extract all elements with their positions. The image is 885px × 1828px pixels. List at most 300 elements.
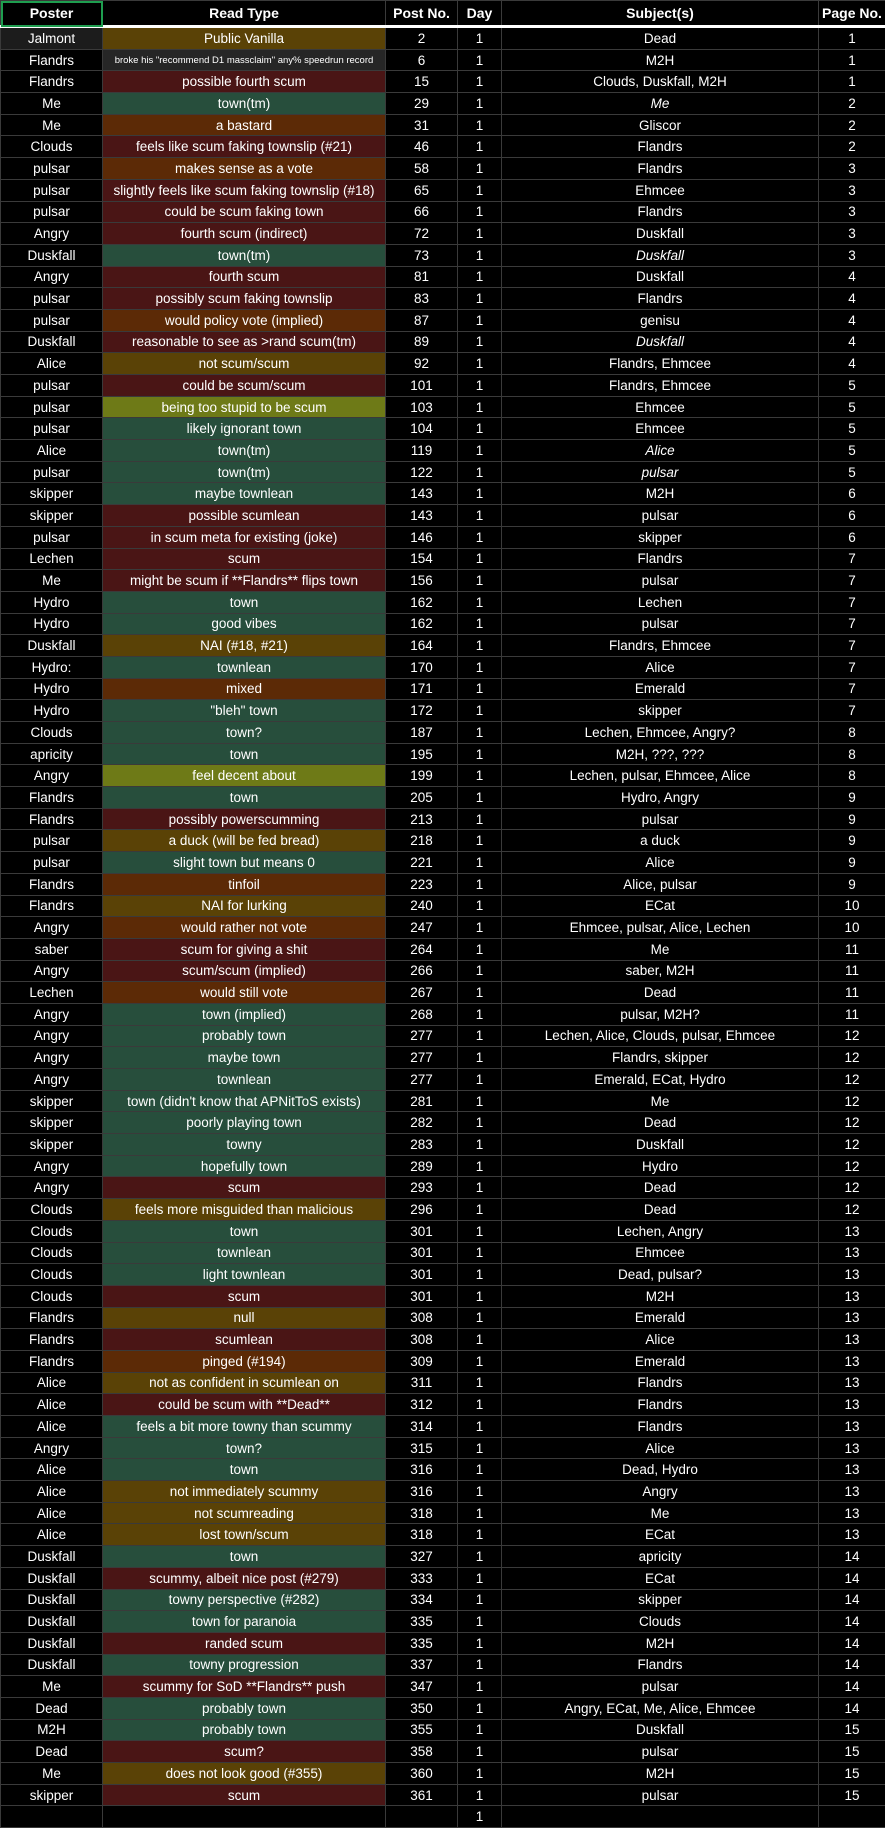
page-no-cell[interactable]: 11: [819, 960, 885, 982]
subjects-cell[interactable]: Emerald: [502, 1307, 819, 1329]
poster-cell[interactable]: Lechen: [1, 982, 103, 1004]
poster-cell[interactable]: Flandrs: [1, 873, 103, 895]
poster-cell[interactable]: Alice: [1, 1502, 103, 1524]
day-cell[interactable]: 1: [458, 1350, 502, 1372]
day-cell[interactable]: 1: [458, 1220, 502, 1242]
subjects-cell[interactable]: Ehmcee: [502, 396, 819, 418]
post-no-cell[interactable]: 119: [386, 440, 458, 462]
post-no-cell[interactable]: 360: [386, 1763, 458, 1785]
read-type-cell[interactable]: scum/scum (implied): [103, 960, 386, 982]
poster-cell[interactable]: pulsar: [1, 418, 103, 440]
poster-cell[interactable]: skipper: [1, 505, 103, 527]
post-no-cell[interactable]: 266: [386, 960, 458, 982]
subjects-cell[interactable]: Lechen, Alice, Clouds, pulsar, Ehmcee: [502, 1025, 819, 1047]
post-no-cell[interactable]: 358: [386, 1741, 458, 1763]
day-cell[interactable]: 1: [458, 1654, 502, 1676]
read-type-cell[interactable]: slight town but means 0: [103, 852, 386, 874]
post-no-cell[interactable]: 318: [386, 1502, 458, 1524]
read-type-cell[interactable]: NAI (#18, #21): [103, 635, 386, 657]
post-no-cell[interactable]: 223: [386, 873, 458, 895]
post-no-cell[interactable]: 337: [386, 1654, 458, 1676]
read-type-cell[interactable]: possibly scum faking townslip: [103, 288, 386, 310]
post-no-cell[interactable]: 311: [386, 1372, 458, 1394]
subjects-cell[interactable]: Flandrs: [502, 136, 819, 158]
subjects-cell[interactable]: Alice, pulsar: [502, 873, 819, 895]
read-type-cell[interactable]: could be scum with **Dead**: [103, 1394, 386, 1416]
page-no-cell[interactable]: 13: [819, 1285, 885, 1307]
read-type-cell[interactable]: not immediately scummy: [103, 1481, 386, 1503]
post-no-cell[interactable]: 213: [386, 808, 458, 830]
day-cell[interactable]: 1: [458, 1242, 502, 1264]
subjects-cell[interactable]: Emerald: [502, 678, 819, 700]
poster-cell[interactable]: Clouds: [1, 722, 103, 744]
subjects-cell[interactable]: pulsar: [502, 1741, 819, 1763]
page-no-cell[interactable]: 3: [819, 158, 885, 180]
subjects-cell[interactable]: M2H: [502, 1285, 819, 1307]
read-type-cell[interactable]: scum: [103, 1285, 386, 1307]
day-cell[interactable]: 1: [458, 787, 502, 809]
subjects-cell[interactable]: Emerald: [502, 1350, 819, 1372]
poster-cell[interactable]: Clouds: [1, 1285, 103, 1307]
subjects-cell[interactable]: pulsar: [502, 505, 819, 527]
subjects-cell[interactable]: Me: [502, 1502, 819, 1524]
page-no-cell[interactable]: 6: [819, 526, 885, 548]
post-no-cell[interactable]: 316: [386, 1459, 458, 1481]
subjects-cell[interactable]: Duskfall: [502, 266, 819, 288]
read-type-cell[interactable]: town: [103, 1459, 386, 1481]
header-poster[interactable]: Poster: [1, 1, 103, 27]
page-no-cell[interactable]: 2: [819, 93, 885, 115]
page-no-cell[interactable]: 13: [819, 1524, 885, 1546]
page-no-cell[interactable]: 13: [819, 1416, 885, 1438]
page-no-cell[interactable]: 12: [819, 1047, 885, 1069]
post-no-cell[interactable]: 355: [386, 1719, 458, 1741]
read-type-cell[interactable]: mixed: [103, 678, 386, 700]
poster-cell[interactable]: skipper: [1, 1112, 103, 1134]
read-type-cell[interactable]: town (implied): [103, 1003, 386, 1025]
poster-cell[interactable]: Me: [1, 1763, 103, 1785]
post-no-cell[interactable]: 199: [386, 765, 458, 787]
poster-cell[interactable]: pulsar: [1, 526, 103, 548]
post-no-cell[interactable]: 301: [386, 1220, 458, 1242]
read-type-cell[interactable]: reasonable to see as >rand scum(tm): [103, 331, 386, 353]
day-cell[interactable]: 1: [458, 656, 502, 678]
page-no-cell[interactable]: 12: [819, 1199, 885, 1221]
read-type-cell[interactable]: townlean: [103, 656, 386, 678]
day-cell[interactable]: 1: [458, 1524, 502, 1546]
post-no-cell[interactable]: 122: [386, 461, 458, 483]
post-no-cell[interactable]: 156: [386, 570, 458, 592]
poster-cell[interactable]: Clouds: [1, 1220, 103, 1242]
read-type-cell[interactable]: fourth scum: [103, 266, 386, 288]
page-no-cell[interactable]: 15: [819, 1784, 885, 1806]
day-cell[interactable]: 1: [458, 1806, 502, 1828]
poster-cell[interactable]: pulsar: [1, 201, 103, 223]
subjects-cell[interactable]: a duck: [502, 830, 819, 852]
subjects-cell[interactable]: Clouds, Duskfall, M2H: [502, 71, 819, 93]
subjects-cell[interactable]: Lechen, pulsar, Ehmcee, Alice: [502, 765, 819, 787]
page-no-cell[interactable]: 2: [819, 136, 885, 158]
subjects-cell[interactable]: M2H, ???, ???: [502, 743, 819, 765]
day-cell[interactable]: 1: [458, 1177, 502, 1199]
post-no-cell[interactable]: 316: [386, 1481, 458, 1503]
poster-cell[interactable]: Duskfall: [1, 244, 103, 266]
poster-cell[interactable]: Alice: [1, 353, 103, 375]
day-cell[interactable]: 1: [458, 1437, 502, 1459]
page-no-cell[interactable]: 12: [819, 1090, 885, 1112]
day-cell[interactable]: 1: [458, 613, 502, 635]
poster-cell[interactable]: Flandrs: [1, 787, 103, 809]
read-type-cell[interactable]: scummy for SoD **Flandrs** push: [103, 1676, 386, 1698]
subjects-cell[interactable]: skipper: [502, 700, 819, 722]
subjects-cell[interactable]: Flandrs: [502, 1654, 819, 1676]
poster-cell[interactable]: Angry: [1, 1025, 103, 1047]
read-type-cell[interactable]: scum?: [103, 1741, 386, 1763]
page-no-cell[interactable]: 15: [819, 1719, 885, 1741]
read-type-cell[interactable]: townlean: [103, 1242, 386, 1264]
day-cell[interactable]: 1: [458, 1546, 502, 1568]
post-no-cell[interactable]: 312: [386, 1394, 458, 1416]
poster-cell[interactable]: Alice: [1, 440, 103, 462]
subjects-cell[interactable]: Gliscor: [502, 114, 819, 136]
day-cell[interactable]: 1: [458, 917, 502, 939]
page-no-cell[interactable]: 3: [819, 223, 885, 245]
poster-cell[interactable]: skipper: [1, 1090, 103, 1112]
day-cell[interactable]: 1: [458, 71, 502, 93]
subjects-cell[interactable]: Flandrs: [502, 1372, 819, 1394]
post-no-cell[interactable]: 81: [386, 266, 458, 288]
post-no-cell[interactable]: 334: [386, 1589, 458, 1611]
day-cell[interactable]: 1: [458, 1589, 502, 1611]
subjects-cell[interactable]: Dead: [502, 982, 819, 1004]
subjects-cell[interactable]: Flandrs: [502, 548, 819, 570]
poster-cell[interactable]: Angry: [1, 266, 103, 288]
poster-cell[interactable]: Me: [1, 114, 103, 136]
page-no-cell[interactable]: 13: [819, 1372, 885, 1394]
day-cell[interactable]: 1: [458, 1763, 502, 1785]
poster-cell[interactable]: Angry: [1, 1155, 103, 1177]
page-no-cell[interactable]: 2: [819, 114, 885, 136]
day-cell[interactable]: 1: [458, 1741, 502, 1763]
page-no-cell[interactable]: 14: [819, 1632, 885, 1654]
post-no-cell[interactable]: 164: [386, 635, 458, 657]
read-type-cell[interactable]: "bleh" town: [103, 700, 386, 722]
post-no-cell[interactable]: 31: [386, 114, 458, 136]
poster-cell[interactable]: Alice: [1, 1372, 103, 1394]
page-no-cell[interactable]: 12: [819, 1069, 885, 1091]
read-type-cell[interactable]: light townlean: [103, 1264, 386, 1286]
read-type-cell[interactable]: might be scum if **Flandrs** flips town: [103, 570, 386, 592]
read-type-cell[interactable]: feels more misguided than malicious: [103, 1199, 386, 1221]
subjects-cell[interactable]: Lechen, Ehmcee, Angry?: [502, 722, 819, 744]
day-cell[interactable]: 1: [458, 743, 502, 765]
subjects-cell[interactable]: saber, M2H: [502, 960, 819, 982]
read-type-cell[interactable]: possible fourth scum: [103, 71, 386, 93]
post-no-cell[interactable]: 267: [386, 982, 458, 1004]
page-no-cell[interactable]: 12: [819, 1155, 885, 1177]
page-no-cell[interactable]: 14: [819, 1654, 885, 1676]
subjects-cell[interactable]: ECat: [502, 1567, 819, 1589]
poster-cell[interactable]: Duskfall: [1, 1632, 103, 1654]
poster-cell[interactable]: Duskfall: [1, 1567, 103, 1589]
page-no-cell[interactable]: 14: [819, 1546, 885, 1568]
read-type-cell[interactable]: hopefully town: [103, 1155, 386, 1177]
poster-cell[interactable]: Angry: [1, 1437, 103, 1459]
read-type-cell[interactable]: does not look good (#355): [103, 1763, 386, 1785]
poster-cell[interactable]: Jalmont: [1, 27, 103, 50]
day-cell[interactable]: 1: [458, 808, 502, 830]
read-type-cell[interactable]: not scumreading: [103, 1502, 386, 1524]
poster-cell[interactable]: Clouds: [1, 136, 103, 158]
poster-cell[interactable]: pulsar: [1, 830, 103, 852]
day-cell[interactable]: 1: [458, 1090, 502, 1112]
page-no-cell[interactable]: 3: [819, 179, 885, 201]
page-no-cell[interactable]: 4: [819, 266, 885, 288]
post-no-cell[interactable]: 333: [386, 1567, 458, 1589]
read-type-cell[interactable]: would policy vote (implied): [103, 309, 386, 331]
subjects-cell[interactable]: Hydro, Angry: [502, 787, 819, 809]
subjects-cell[interactable]: Alice: [502, 1437, 819, 1459]
post-no-cell[interactable]: 146: [386, 526, 458, 548]
poster-cell[interactable]: Angry: [1, 1003, 103, 1025]
read-type-cell[interactable]: Public Vanilla: [103, 27, 386, 50]
read-type-cell[interactable]: good vibes: [103, 613, 386, 635]
poster-cell[interactable]: Alice: [1, 1524, 103, 1546]
page-no-cell[interactable]: 9: [819, 808, 885, 830]
read-type-cell[interactable]: scum for giving a shit: [103, 938, 386, 960]
page-no-cell[interactable]: 8: [819, 743, 885, 765]
subjects-cell[interactable]: Alice: [502, 852, 819, 874]
post-no-cell[interactable]: 264: [386, 938, 458, 960]
post-no-cell[interactable]: 46: [386, 136, 458, 158]
post-no-cell[interactable]: 315: [386, 1437, 458, 1459]
day-cell[interactable]: 1: [458, 1155, 502, 1177]
poster-cell[interactable]: Angry: [1, 765, 103, 787]
subjects-cell[interactable]: skipper: [502, 1589, 819, 1611]
day-cell[interactable]: 1: [458, 1632, 502, 1654]
read-type-cell[interactable]: feel decent about: [103, 765, 386, 787]
day-cell[interactable]: 1: [458, 266, 502, 288]
page-no-cell[interactable]: 13: [819, 1220, 885, 1242]
poster-cell[interactable]: Angry: [1, 1047, 103, 1069]
read-type-cell[interactable]: pinged (#194): [103, 1350, 386, 1372]
post-no-cell[interactable]: 103: [386, 396, 458, 418]
post-no-cell[interactable]: 83: [386, 288, 458, 310]
post-no-cell[interactable]: 335: [386, 1611, 458, 1633]
day-cell[interactable]: 1: [458, 1285, 502, 1307]
post-no-cell[interactable]: 301: [386, 1242, 458, 1264]
subjects-cell[interactable]: Alice: [502, 1329, 819, 1351]
header-post-no[interactable]: Post No.: [386, 1, 458, 27]
post-no-cell[interactable]: 289: [386, 1155, 458, 1177]
day-cell[interactable]: 1: [458, 440, 502, 462]
read-type-cell[interactable]: town for paranoia: [103, 1611, 386, 1633]
day-cell[interactable]: 1: [458, 93, 502, 115]
read-type-cell[interactable]: not as confident in scumlean on: [103, 1372, 386, 1394]
day-cell[interactable]: 1: [458, 1481, 502, 1503]
read-type-cell[interactable]: possible scumlean: [103, 505, 386, 527]
subjects-cell[interactable]: apricity: [502, 1546, 819, 1568]
poster-cell[interactable]: Flandrs: [1, 1350, 103, 1372]
post-no-cell[interactable]: 205: [386, 787, 458, 809]
page-no-cell[interactable]: 1: [819, 49, 885, 71]
subjects-cell[interactable]: genisu: [502, 309, 819, 331]
page-no-cell[interactable]: 7: [819, 548, 885, 570]
day-cell[interactable]: 1: [458, 1047, 502, 1069]
subjects-cell[interactable]: Duskfall: [502, 244, 819, 266]
page-no-cell[interactable]: 13: [819, 1394, 885, 1416]
post-no-cell[interactable]: 347: [386, 1676, 458, 1698]
page-no-cell[interactable]: 15: [819, 1763, 885, 1785]
subjects-cell[interactable]: Me: [502, 1090, 819, 1112]
day-cell[interactable]: 1: [458, 982, 502, 1004]
post-no-cell[interactable]: 240: [386, 895, 458, 917]
poster-cell[interactable]: pulsar: [1, 461, 103, 483]
post-no-cell[interactable]: 154: [386, 548, 458, 570]
post-no-cell[interactable]: 308: [386, 1307, 458, 1329]
poster-cell[interactable]: Flandrs: [1, 49, 103, 71]
subjects-cell[interactable]: Ehmcee, pulsar, Alice, Lechen: [502, 917, 819, 939]
page-no-cell[interactable]: 13: [819, 1459, 885, 1481]
subjects-cell[interactable]: Flandrs: [502, 1416, 819, 1438]
subjects-cell[interactable]: M2H: [502, 1763, 819, 1785]
read-type-cell[interactable]: a bastard: [103, 114, 386, 136]
read-type-cell[interactable]: a duck (will be fed bread): [103, 830, 386, 852]
day-cell[interactable]: 1: [458, 1611, 502, 1633]
page-no-cell[interactable]: 12: [819, 1112, 885, 1134]
subjects-cell[interactable]: Ehmcee: [502, 1242, 819, 1264]
page-no-cell[interactable]: 9: [819, 787, 885, 809]
day-cell[interactable]: 1: [458, 505, 502, 527]
post-no-cell[interactable]: 15: [386, 71, 458, 93]
post-no-cell[interactable]: 65: [386, 179, 458, 201]
read-type-cell[interactable]: NAI for lurking: [103, 895, 386, 917]
read-type-cell[interactable]: maybe town: [103, 1047, 386, 1069]
subjects-cell[interactable]: Flandrs: [502, 158, 819, 180]
post-no-cell[interactable]: 327: [386, 1546, 458, 1568]
day-cell[interactable]: 1: [458, 1134, 502, 1156]
post-no-cell[interactable]: 308: [386, 1329, 458, 1351]
read-type-cell[interactable]: town(tm): [103, 93, 386, 115]
page-no-cell[interactable]: 5: [819, 440, 885, 462]
subjects-cell[interactable]: Angry: [502, 1481, 819, 1503]
day-cell[interactable]: 1: [458, 1394, 502, 1416]
day-cell[interactable]: 1: [458, 179, 502, 201]
poster-cell[interactable]: pulsar: [1, 375, 103, 397]
read-type-cell[interactable]: not scum/scum: [103, 353, 386, 375]
post-no-cell[interactable]: 143: [386, 483, 458, 505]
page-no-cell[interactable]: 5: [819, 396, 885, 418]
post-no-cell[interactable]: 89: [386, 331, 458, 353]
page-no-cell[interactable]: 8: [819, 765, 885, 787]
subjects-cell[interactable]: Flandrs, skipper: [502, 1047, 819, 1069]
day-cell[interactable]: 1: [458, 288, 502, 310]
poster-cell[interactable]: apricity: [1, 743, 103, 765]
page-no-cell[interactable]: 13: [819, 1307, 885, 1329]
read-type-cell[interactable]: could be scum faking town: [103, 201, 386, 223]
read-type-cell[interactable]: [103, 1806, 386, 1828]
day-cell[interactable]: 1: [458, 722, 502, 744]
poster-cell[interactable]: pulsar: [1, 158, 103, 180]
day-cell[interactable]: 1: [458, 895, 502, 917]
page-no-cell[interactable]: 1: [819, 27, 885, 50]
day-cell[interactable]: 1: [458, 1416, 502, 1438]
post-no-cell[interactable]: 221: [386, 852, 458, 874]
post-no-cell[interactable]: 58: [386, 158, 458, 180]
post-no-cell[interactable]: 293: [386, 1177, 458, 1199]
post-no-cell[interactable]: 170: [386, 656, 458, 678]
post-no-cell[interactable]: 361: [386, 1784, 458, 1806]
day-cell[interactable]: 1: [458, 635, 502, 657]
poster-cell[interactable]: Hydro: [1, 591, 103, 613]
read-type-cell[interactable]: could be scum/scum: [103, 375, 386, 397]
header-subjects[interactable]: Subject(s): [502, 1, 819, 27]
subjects-cell[interactable]: pulsar: [502, 613, 819, 635]
page-no-cell[interactable]: 7: [819, 656, 885, 678]
subjects-cell[interactable]: Hydro: [502, 1155, 819, 1177]
poster-cell[interactable]: Me: [1, 1676, 103, 1698]
post-no-cell[interactable]: 314: [386, 1416, 458, 1438]
page-no-cell[interactable]: 7: [819, 678, 885, 700]
read-type-cell[interactable]: towny perspective (#282): [103, 1589, 386, 1611]
poster-cell[interactable]: Duskfall: [1, 1589, 103, 1611]
poster-cell[interactable]: Flandrs: [1, 71, 103, 93]
subjects-cell[interactable]: Flandrs, Ehmcee: [502, 375, 819, 397]
post-no-cell[interactable]: 162: [386, 613, 458, 635]
day-cell[interactable]: 1: [458, 873, 502, 895]
poster-cell[interactable]: Me: [1, 93, 103, 115]
page-no-cell[interactable]: 7: [819, 570, 885, 592]
post-no-cell[interactable]: 72: [386, 223, 458, 245]
read-type-cell[interactable]: randed scum: [103, 1632, 386, 1654]
day-cell[interactable]: 1: [458, 223, 502, 245]
post-no-cell[interactable]: 172: [386, 700, 458, 722]
page-no-cell[interactable]: 4: [819, 353, 885, 375]
poster-cell[interactable]: Dead: [1, 1741, 103, 1763]
poster-cell[interactable]: Angry: [1, 1069, 103, 1091]
subjects-cell[interactable]: [502, 1806, 819, 1828]
day-cell[interactable]: 1: [458, 1784, 502, 1806]
subjects-cell[interactable]: Angry, ECat, Me, Alice, Ehmcee: [502, 1697, 819, 1719]
page-no-cell[interactable]: 13: [819, 1481, 885, 1503]
page-no-cell[interactable]: 4: [819, 288, 885, 310]
page-no-cell[interactable]: 13: [819, 1502, 885, 1524]
subjects-cell[interactable]: Dead: [502, 27, 819, 50]
poster-cell[interactable]: Angry: [1, 1177, 103, 1199]
read-type-cell[interactable]: scum: [103, 548, 386, 570]
subjects-cell[interactable]: pulsar: [502, 1676, 819, 1698]
day-cell[interactable]: 1: [458, 1567, 502, 1589]
page-no-cell[interactable]: 13: [819, 1437, 885, 1459]
read-type-cell[interactable]: possibly powerscumming: [103, 808, 386, 830]
page-no-cell[interactable]: [819, 1806, 885, 1828]
page-no-cell[interactable]: 7: [819, 635, 885, 657]
header-read-type[interactable]: Read Type: [103, 1, 386, 27]
read-type-cell[interactable]: probably town: [103, 1719, 386, 1741]
subjects-cell[interactable]: Alice: [502, 440, 819, 462]
post-no-cell[interactable]: 66: [386, 201, 458, 223]
poster-cell[interactable]: pulsar: [1, 288, 103, 310]
poster-cell[interactable]: Alice: [1, 1459, 103, 1481]
day-cell[interactable]: 1: [458, 27, 502, 50]
post-no-cell[interactable]: 268: [386, 1003, 458, 1025]
page-no-cell[interactable]: 4: [819, 331, 885, 353]
subjects-cell[interactable]: Ehmcee: [502, 179, 819, 201]
read-type-cell[interactable]: broke his "recommend D1 massclaim" any% speedrun record: [103, 49, 386, 71]
day-cell[interactable]: 1: [458, 678, 502, 700]
post-no-cell[interactable]: 101: [386, 375, 458, 397]
post-no-cell[interactable]: 143: [386, 505, 458, 527]
